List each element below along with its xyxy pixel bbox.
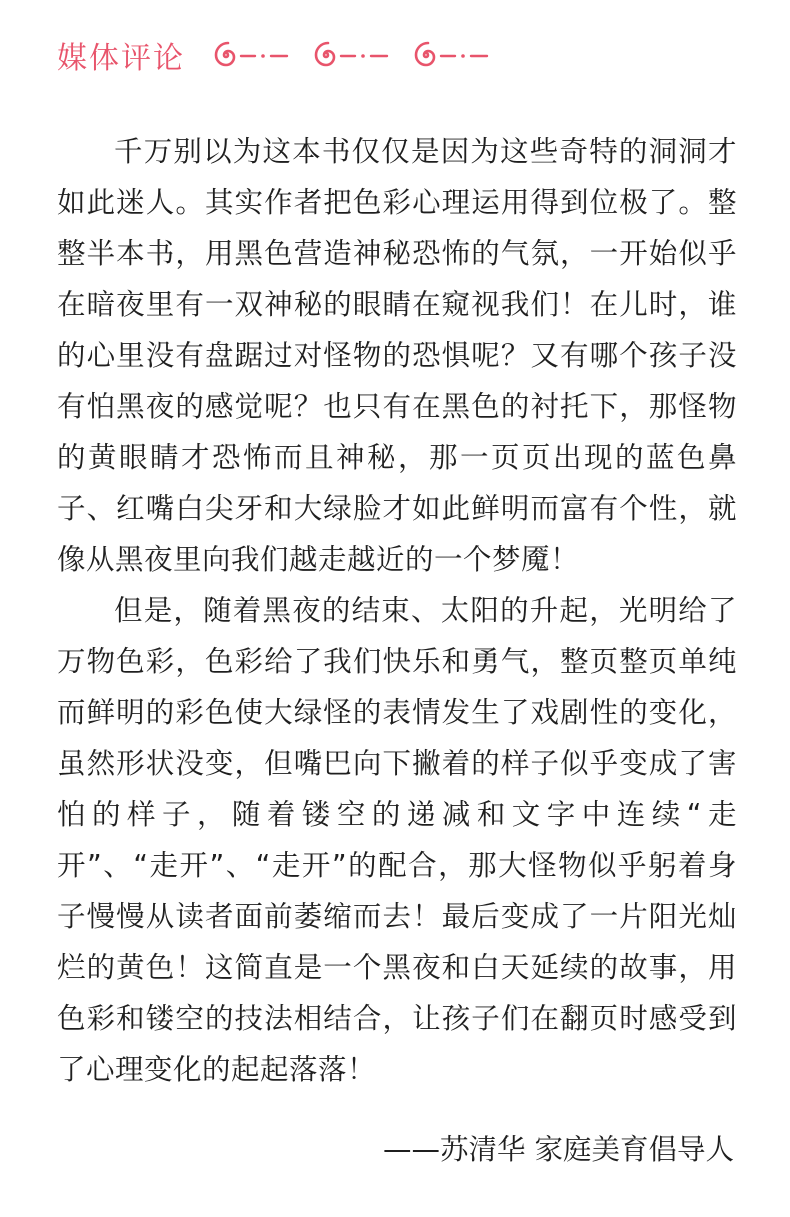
decorative-ornaments — [211, 40, 501, 70]
spiral-swirl-icon — [211, 40, 301, 70]
review-paragraph-1: 千万别以为这本书仅仅是因为这些奇特的洞洞才如此迷人。其实作者把色彩心理运用得到位极了。整整半本书，用黑色营造神秘恐怖的气氛，一开始似乎在暗夜里有一双神秘的眼睛在窥视我们！在儿时，谁的心里没有盘踞过对怪物的恐惧呢？又有哪个孩子没有怕黑夜的感觉呢？也只有在黑色的衬托下，那怪物的黄眼睛才恐怖而且神秘，那一页页出现的蓝色鼻子、红嘴白尖牙和大绿脸才如此鲜明而富有个性，就像从黑夜里向我们越走越近的一个梦魇！ — [57, 135, 737, 576]
spiral-swirl-icon — [411, 40, 501, 70]
review-article — [57, 126, 737, 1095]
spiral-swirl-icon — [311, 40, 401, 70]
section-header — [57, 30, 501, 80]
review-paragraph-2: 但是，随着黑夜的结束、太阳的升起，光明给了万物色彩，色彩给了我们快乐和勇气，整页整页单纯而鲜明的彩色使大绿怪的表情发生了戏剧性的变化，虽然形状没变，但嘴巴向下撇着的样子似乎变成了害怕的样子，随着镂空的递减和文字中连续“走开”、“走开”、“走开”的配合，那大怪物似乎躬着身子慢慢从读者面前萎缩而去！最后变成了一片阳光灿烂的黄色！这简直是一个黑夜和白天延续的故事，用色彩和镂空的技法相结合，让孩子们在翻页时感受到了心理变化的起起落落！ — [57, 594, 737, 1086]
review-signature: ——苏清华 家庭美育倡导人 — [382, 1133, 734, 1166]
section-title: 媒体评论 — [57, 41, 185, 76]
